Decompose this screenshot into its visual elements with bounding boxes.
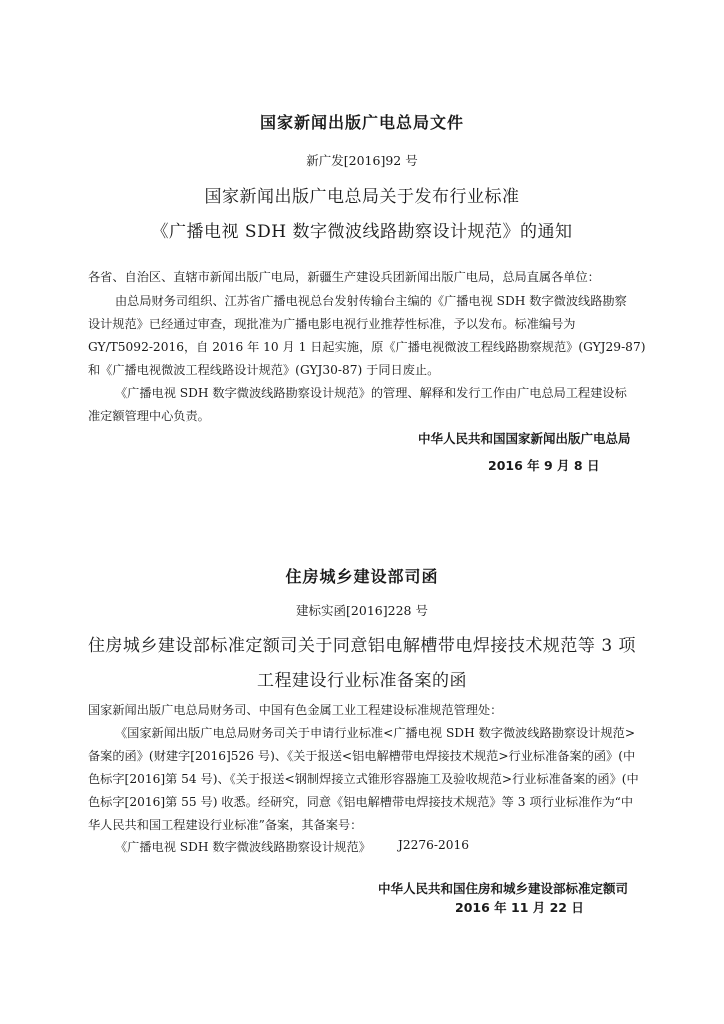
doc1-title-line1: 国家新闻出版广电总局关于发布行业标准 <box>204 187 520 207</box>
doc1-body-line: 由总局财务司组织、江苏省广播电视总台发射传输台主编的《广播电视 SDH 数字微波线路勘察 <box>115 294 627 308</box>
doc2-body-line: 《国家新闻出版广电总局财务司关于申请行业标准<广播电视 SDH 数字微波线路勘察设计规范> <box>115 726 636 740</box>
doc2-body-line: 备案的函》(财建字[2016]526 号)、《关于报送<铝电解槽带电焊接技术规范>行业标准备案的函》(中 <box>88 749 636 763</box>
doc2-body-line: 色标字[2016]第 55 号) 收悉。经研究，同意《铝电解槽带电焊接技术规范》等 3 项行业标准作为“中 <box>88 795 634 809</box>
doc2-record-name: 《广播电视 SDH 数字微波线路勘察设计规范》 <box>115 840 371 854</box>
doc2-title-line2: 工程建设行业标准备案的函 <box>257 671 467 691</box>
doc1-doc-number: 新广发[2016]92 号 <box>306 153 418 168</box>
doc2-body-line: 华人民共和国工程建设行业标准”备案，其备案号： <box>88 818 363 832</box>
doc1-body-line: 准定额管理中心负责。 <box>88 409 210 423</box>
doc2-addressee: 国家新闻出版广电总局财务司、中国有色金属工业工程建设标准规范管理处： <box>88 703 503 717</box>
doc1-signatory: 中华人民共和国国家新闻出版广电总局 <box>418 431 631 446</box>
doc1-addressee: 各省、自治区、直辖市新闻出版广电局，新疆生产建设兵团新闻出版广电局，总局直属各单位： <box>88 270 600 284</box>
doc2-body-line: 色标字[2016]第 54 号)、《关于报送<钢制焊接立式锥形容器施工及验收规范>行业标准备案的函》(中 <box>88 772 639 786</box>
doc1-body-line: 和《广播电视微波工程线路设计规范》(GYJ30-87) 于同日废止。 <box>88 363 440 377</box>
doc2-header: 住房城乡建设部司函 <box>285 567 439 586</box>
doc2-signatory: 中华人民共和国住房和城乡建设部标准定额司 <box>378 881 629 896</box>
doc2-doc-number: 建标实函[2016]228 号 <box>296 603 428 618</box>
doc1-body-line: 《广播电视 SDH 数字微波线路勘察设计规范》的管理、解释和发行工作由广电总局工程建设标 <box>115 386 627 400</box>
doc1-body-line: GY/T5092-2016，自 2016 年 10 月 1 日起实施，原《广播电视微波工程线路勘察规范》(GYJ29-87) <box>88 340 646 354</box>
doc1-title-line2: 《广播电视 SDH 数字微波线路勘察设计规范》的通知 <box>151 222 573 242</box>
doc2-title-line1: 住房城乡建设部标准定额司关于同意铝电解槽带电焊接技术规范等 3 项 <box>87 636 637 656</box>
doc2-date: 2016 年 11 月 22 日 <box>455 900 584 915</box>
doc1-header: 国家新闻出版广电总局文件 <box>259 113 464 132</box>
doc2-record-code: J2276-2016 <box>398 838 470 852</box>
doc1-body-line: 设计规范》已经通过审查，现批准为广播电影电视行业推荐性标准，予以发布。标准编号为 <box>88 317 576 331</box>
doc1-date: 2016 年 9 月 8 日 <box>488 458 600 473</box>
